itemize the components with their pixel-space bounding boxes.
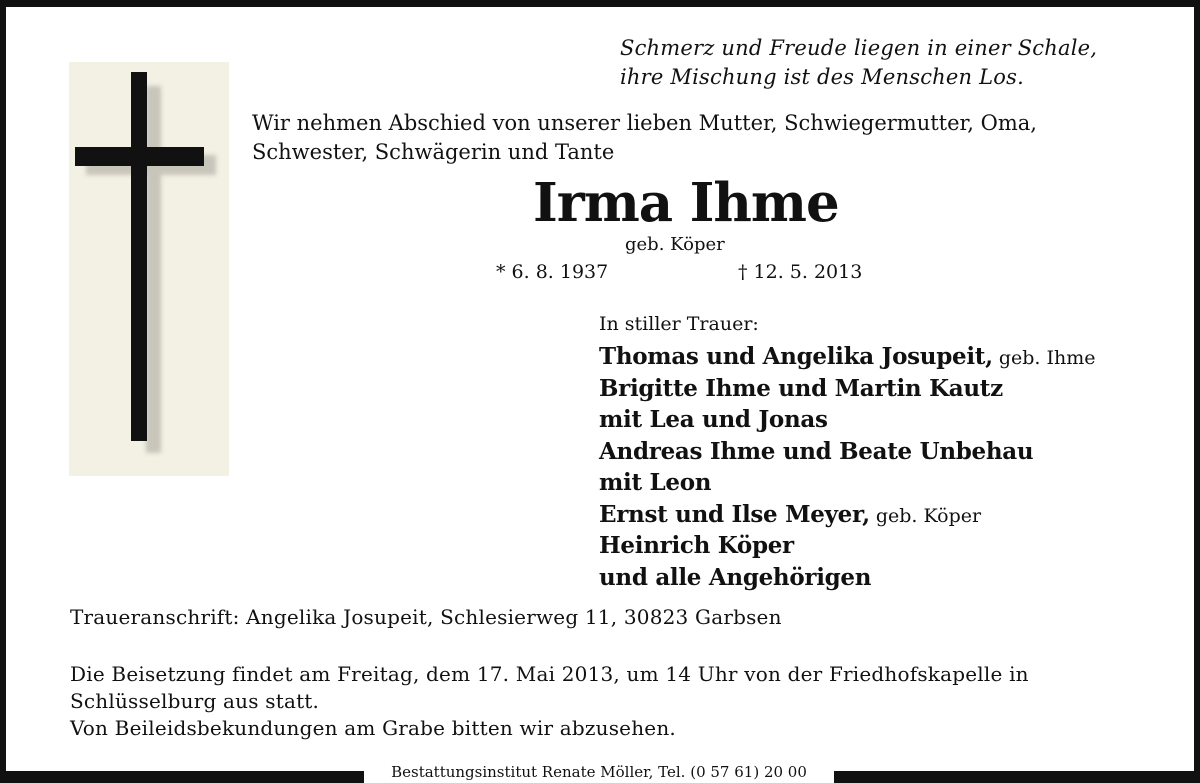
mourner-entry: [599, 468, 1096, 500]
mourner-name: mit Leon: [599, 469, 712, 496]
mourning-label: In stiller Trauer:: [599, 313, 759, 335]
intro-text: [252, 109, 1132, 167]
birth-name: geb. Köper: [625, 234, 725, 255]
mourner-entry: [599, 500, 1096, 532]
cross-shadow-vertical: [146, 86, 161, 453]
mourner-note: geb. Ihme: [992, 347, 1096, 369]
mourner-entry: [599, 563, 1096, 595]
deceased-name: Irma Ihme: [533, 172, 839, 234]
intro-line-1: Wir nehmen Abschied von unserer lieben Mutter, Schwiegermutter, Oma,: [252, 111, 1037, 135]
funeral-line-3: Von Beileidsbekundungen am Grabe bitten wir abzusehen.: [70, 716, 676, 740]
mourner-name: Heinrich Köper: [599, 532, 794, 559]
birth-date: * 6. 8. 1937: [496, 261, 609, 283]
funeral-line-1: Die Beisetzung findet am Freitag, dem 17. Mai 2013, um 14 Uhr von der Friedhofskapelle in: [70, 662, 1029, 686]
mourner-note: geb. Köper: [869, 504, 982, 527]
mourner-entry: [599, 405, 1096, 437]
mourner-name: Brigitte Ihme und Martin Kautz: [599, 374, 1003, 402]
mourner-name: Ernst und Ilse Meyer,: [599, 500, 870, 528]
mourner-entry: [599, 374, 1096, 406]
death-date: † 12. 5. 2013: [738, 261, 863, 283]
funeral-home-footer: Bestattungsinstitut Renate Möller, Tel. (0 57 61) 20 00: [364, 761, 834, 783]
intro-line-2: Schwester, Schwägerin und Tante: [252, 140, 615, 164]
cross-beam-horizontal: [75, 147, 204, 166]
funeral-line-2: Schlüsselburg aus statt.: [70, 689, 320, 713]
mourners-list: [599, 342, 1096, 594]
mourner-name: mit Lea und Jonas: [599, 406, 828, 433]
motto-line-1: Schmerz und Freude liegen in einer Schale,: [620, 36, 1098, 60]
mourning-address: Traueranschrift: Angelika Josupeit, Schlesierweg 11, 30823 Garbsen: [70, 605, 782, 629]
mourner-entry: [599, 531, 1096, 563]
mourner-name: Andreas Ihme und Beate Unbehau: [599, 437, 1034, 465]
mourner-entry: [599, 342, 1096, 374]
cross-beam-vertical: [131, 72, 147, 441]
motto-line-2: ihre Mischung ist des Menschen Los.: [620, 65, 1024, 89]
motto-quote: [620, 34, 1140, 92]
mourner-name: und alle Angehörigen: [599, 563, 872, 591]
mourner-name: Thomas und Angelika Josupeit,: [599, 343, 993, 370]
funeral-details: [70, 661, 1029, 742]
mourner-entry: [599, 437, 1096, 469]
